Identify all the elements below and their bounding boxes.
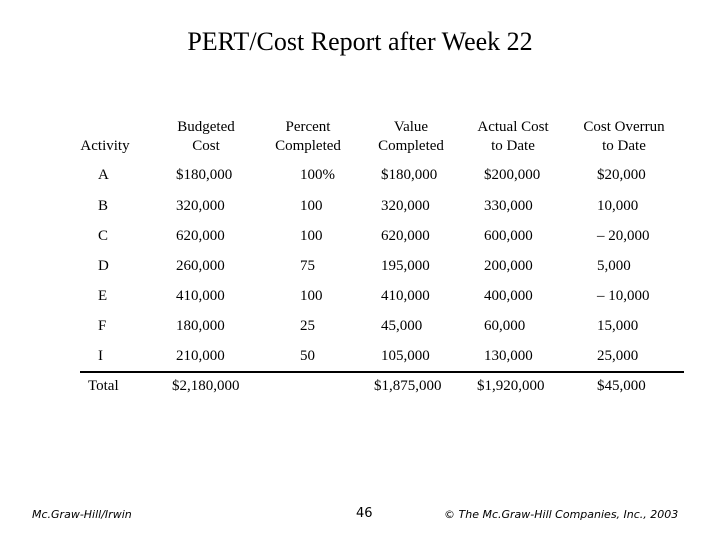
total-actual-cost-to-date: $1,920,000 (477, 378, 545, 394)
header-line: Completed (275, 138, 341, 154)
cell-actual-cost-to-date: 60,000 (484, 318, 526, 334)
cell-budgeted-cost: $180,000 (176, 167, 233, 183)
header-line: to Date (602, 138, 646, 154)
cell-activity: B (98, 198, 109, 214)
cell-cost-overrun-to-date: $20,000 (597, 167, 646, 183)
page-title: PERT/Cost Report after Week 22 (187, 27, 533, 56)
cell-actual-cost-to-date: $200,000 (484, 167, 541, 183)
header-line: Cost (192, 138, 220, 154)
cell-activity: D (98, 258, 109, 274)
cell-percent-completed: 100 (300, 288, 323, 304)
cell-budgeted-cost: 210,000 (176, 348, 225, 364)
cell-value-completed: 620,000 (381, 228, 430, 244)
cell-percent-completed: 25 (300, 318, 315, 334)
cell-cost-overrun-to-date: 25,000 (597, 348, 639, 364)
cell-percent-completed: 100 (300, 198, 323, 214)
cell-actual-cost-to-date: 400,000 (484, 288, 533, 304)
header-cost-overrun-to-date (564, 118, 684, 156)
cell-cost-overrun-to-date: – 20,000 (597, 228, 650, 244)
cell-value-completed: $180,000 (381, 167, 438, 183)
header-line: Completed (378, 138, 444, 154)
cell-actual-cost-to-date: 330,000 (484, 198, 533, 214)
total-budgeted-cost: $2,180,000 (172, 378, 240, 394)
cell-activity: E (98, 288, 108, 304)
cell-value-completed: 195,000 (381, 258, 430, 274)
page-number: 46 (356, 506, 373, 521)
header-line: Cost Overrun (583, 119, 665, 135)
total-cost-overrun-to-date: $45,000 (597, 378, 646, 394)
cell-cost-overrun-to-date: 5,000 (597, 258, 631, 274)
header-line: Value (393, 119, 429, 135)
header-line: Actual Cost (477, 119, 549, 135)
cell-activity: F (98, 318, 107, 334)
cell-cost-overrun-to-date: – 10,000 (597, 288, 650, 304)
cell-value-completed: 410,000 (381, 288, 430, 304)
cell-value-completed: 45,000 (381, 318, 423, 334)
header-line: Activity (80, 138, 130, 154)
cell-actual-cost-to-date: 600,000 (484, 228, 533, 244)
cell-budgeted-cost: 180,000 (176, 318, 225, 334)
total-divider (80, 371, 684, 373)
cell-activity: A (98, 167, 109, 183)
total-value-completed: $1,875,000 (374, 378, 442, 394)
copyright-notice: © The Mc.Graw-Hill Companies, Inc., 2003 (444, 508, 679, 521)
cell-budgeted-cost: 620,000 (176, 228, 225, 244)
cell-value-completed: 105,000 (381, 348, 430, 364)
cell-cost-overrun-to-date: 10,000 (597, 198, 639, 214)
cell-actual-cost-to-date: 130,000 (484, 348, 533, 364)
cell-percent-completed: 75 (300, 258, 315, 274)
cell-percent-completed: 100 (300, 228, 323, 244)
cell-cost-overrun-to-date: 15,000 (597, 318, 639, 334)
header-percent-completed (248, 118, 368, 156)
cell-budgeted-cost: 410,000 (176, 288, 225, 304)
cell-percent-completed: 50 (300, 348, 315, 364)
cell-budgeted-cost: 320,000 (176, 198, 225, 214)
cell-activity: I (98, 348, 103, 364)
cell-activity: C (98, 228, 109, 244)
cell-actual-cost-to-date: 200,000 (484, 258, 533, 274)
header-actual-cost-to-date (453, 118, 573, 156)
cell-value-completed: 320,000 (381, 198, 430, 214)
cell-budgeted-cost: 260,000 (176, 258, 225, 274)
total-label: Total (88, 378, 119, 394)
cell-percent-completed: 100% (300, 167, 335, 183)
header-line: Percent (285, 119, 331, 135)
header-line: to Date (491, 138, 535, 154)
publisher-label: Mc.Graw-Hill/Irwin (32, 508, 132, 521)
header-line: Budgeted (177, 119, 235, 135)
